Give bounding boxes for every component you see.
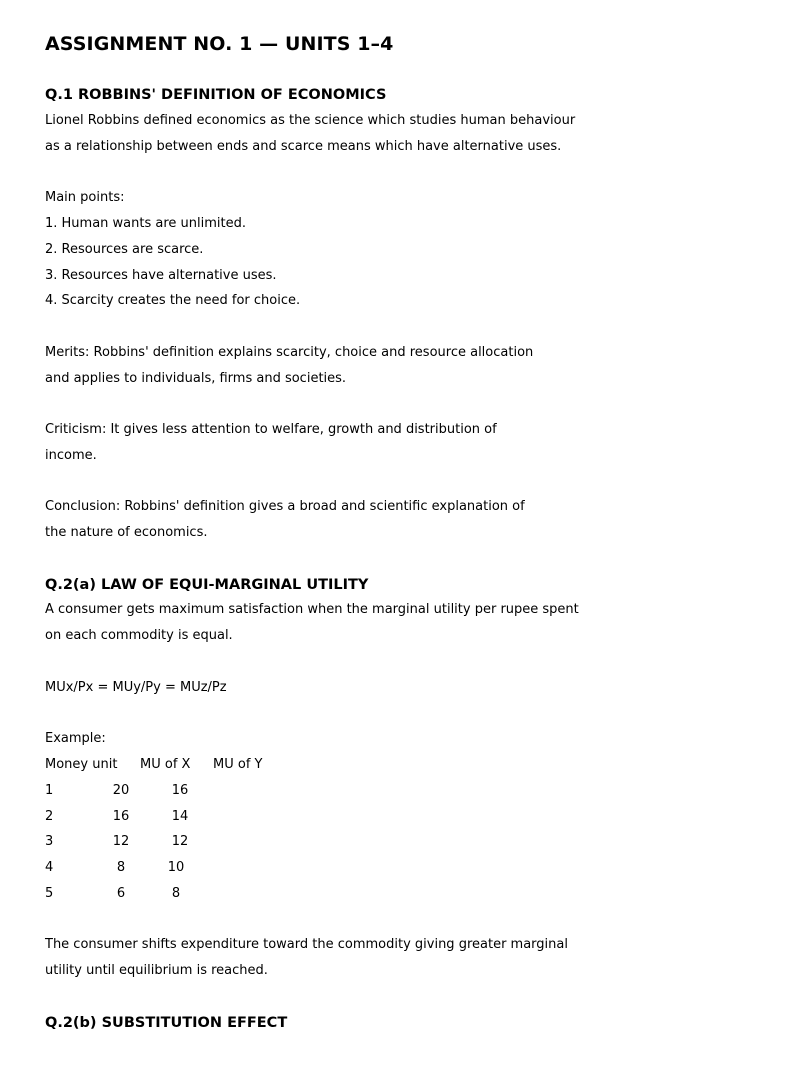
- q2a-heading: Q.2(a) LAW OF EQUI-MARGINAL UTILITY: [45, 577, 369, 593]
- q2a-intro-line-2: on each commodity is equal.: [45, 628, 233, 643]
- table-cell-mu-x: 12: [112, 834, 130, 849]
- q1-intro-line-2: as a relationship between ends and scarce means which have alternative uses.: [45, 139, 562, 154]
- q2a-intro-line-1: A consumer gets maximum satisfaction when the marginal utility per rupee spent: [45, 602, 579, 617]
- q1-merits-line-1: Merits: Robbins' definition explains scarcity, choice and resource allocation: [45, 345, 534, 360]
- q1-points-label: Main points:: [45, 190, 125, 205]
- table-cell-unit: 2: [45, 809, 54, 824]
- table-cell-mu-y: 16: [171, 783, 189, 798]
- q2a-formula: MUx/Px = MUy/Py = MUz/Pz: [45, 680, 227, 695]
- q1-criticism-line-2: income.: [45, 448, 97, 463]
- q2b-heading: Q.2(b) SUBSTITUTION EFFECT: [45, 1015, 288, 1031]
- q1-point-1: 1. Human wants are unlimited.: [45, 216, 247, 231]
- q1-criticism-line-1: Criticism: It gives less attention to welfare, growth and distribution of: [45, 422, 497, 437]
- q1-merits-line-2: and applies to individuals, firms and societies.: [45, 371, 347, 386]
- q1-heading: Q.1 ROBBINS' DEFINITION OF ECONOMICS: [45, 87, 387, 103]
- table-header-mu-x: MU of X: [140, 757, 191, 772]
- table-cell-mu-y: 14: [171, 809, 189, 824]
- table-cell-unit: 5: [45, 886, 54, 901]
- table-header-money-unit: Money unit: [45, 757, 118, 772]
- q1-conclusion-line-1: Conclusion: Robbins' definition gives a broad and scientific explanation of: [45, 499, 525, 514]
- q1-point-2: 2. Resources are scarce.: [45, 242, 204, 257]
- document-title: ASSIGNMENT NO. 1 — UNITS 1–4: [45, 33, 394, 55]
- table-cell-mu-y: 10: [167, 860, 185, 875]
- table-cell-mu-y: 8: [171, 886, 181, 901]
- q1-intro-line-1: Lionel Robbins defined economics as the science which studies human behaviour: [45, 113, 576, 128]
- q2a-example-label: Example:: [45, 731, 106, 746]
- table-cell-mu-y: 12: [171, 834, 189, 849]
- table-cell-unit: 1: [45, 783, 54, 798]
- q1-point-3: 3. Resources have alternative uses.: [45, 268, 277, 283]
- table-cell-mu-x: 16: [112, 809, 130, 824]
- q1-point-4: 4. Scarcity creates the need for choice.: [45, 293, 301, 308]
- q2a-conclusion-line-2: utility until equilibrium is reached.: [45, 963, 268, 978]
- table-cell-unit: 4: [45, 860, 54, 875]
- table-cell-mu-x: 6: [116, 886, 126, 901]
- table-header-mu-y: MU of Y: [213, 757, 263, 772]
- table-cell-mu-x: 20: [112, 783, 130, 798]
- table-cell-unit: 3: [45, 834, 54, 849]
- q2a-conclusion-line-1: The consumer shifts expenditure toward the commodity giving greater marginal: [45, 937, 568, 952]
- table-cell-mu-x: 8: [116, 860, 126, 875]
- q1-conclusion-line-2: the nature of economics.: [45, 525, 208, 540]
